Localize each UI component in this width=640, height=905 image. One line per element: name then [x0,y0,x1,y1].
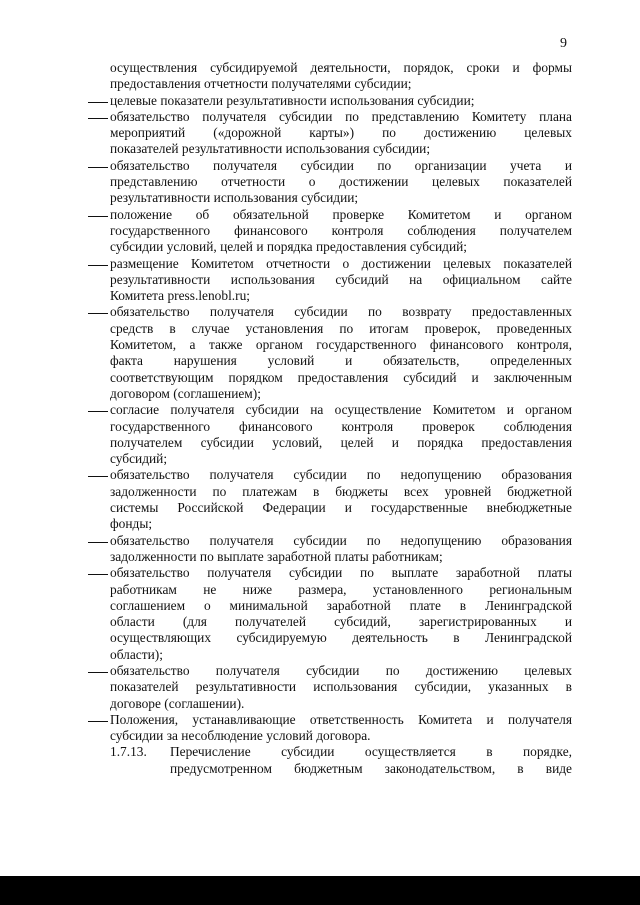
text-line: осуществления субсидируемой деятельности, порядок, сроки и формы [110,60,572,75]
text-line [86,239,572,255]
list-item [86,663,572,712]
text-line [86,386,572,402]
text-line [86,370,572,386]
list-item-text: системы Российской Федерации и государственные внебюджетные [110,500,572,516]
list-item-text: результативности использования субсидий на официальном сайте [110,271,572,287]
text-line [86,353,572,369]
list-item-first-line [86,712,572,728]
text-line [86,190,572,206]
list-item [86,712,572,745]
list-item-text: области); [110,646,163,662]
paragraph-text: Перечисление субсидии осуществляется в порядке, [170,744,572,760]
text-line [86,125,572,141]
list-item-text: государственного финансового контроля проверок соблюдения [110,418,572,434]
list-item [86,565,572,663]
list-item-text: соглашением о минимальной заработной плате в Ленинградской [110,597,572,613]
text-line: предусмотренном бюджетным законодательством, в виде [170,760,572,776]
list-item-text: договором (соглашением); [110,385,261,401]
list-item-text: обязательство получателя субсидии по выплате заработной платы [110,565,572,581]
text-line [86,614,572,630]
list-item-text: осуществляющих субсидируемую деятельность в Ленинградской [110,630,572,646]
list-item-text: размещение Комитетом отчетности о достижении целевых показателей [110,255,572,271]
list-item-text: мероприятий («дорожной карты») по достижению целевых [110,125,572,141]
list-item-text: Положения, устанавливающие ответственность Комитета и получателя [110,711,572,727]
list-item [86,304,572,402]
text-line [86,272,572,288]
list-item-first-line [86,565,572,581]
list-item-text: обязательство получателя субсидии по возврату предоставленных [110,304,572,320]
list-item-text: обязательство получателя субсидии по недопущению образования [110,532,572,548]
list-item-first-line [86,663,572,679]
list-item-text: средств в случае установления по итогам проверок, проведенных [110,320,572,336]
list-item-first-line [86,533,572,549]
list-item-text: субсидии за несоблюдение условий договора. [110,728,371,744]
list-item-text: фонды; [110,516,153,532]
text-line [86,679,572,695]
list-item-text: обязательство получателя субсидии по организации учета и [110,157,572,173]
list-item-first-line [86,93,572,109]
list-item-first-line [86,109,572,125]
page-number: 9 [560,36,567,51]
list-item-text: задолженности по выплате заработной платы работникам; [110,548,443,564]
text-line [86,598,572,614]
paragraph-number: 1.7.13. [110,744,147,760]
list-item-text: положение об обязательной проверке Комитетом и органом [110,206,572,222]
text-line [86,223,572,239]
text-line [86,451,572,467]
list-item-text: Комитетом, а также органом государственного финансового контроля, [110,337,572,353]
list-item-text: обязательство получателя субсидии по достижению целевых [110,662,572,678]
list-item [86,467,572,532]
list-item [86,207,572,256]
list-item-text: результативности использования субсидии; [110,190,359,206]
list-item [86,93,572,109]
list-item-text: субсидии условий, целей и порядка предоставления субсидий; [110,239,468,255]
list-item [86,533,572,566]
list-item-first-line [86,256,572,272]
text-line [86,288,572,304]
text-line [86,630,572,646]
list-item-text: соответствующим порядком предоставления субсидий и заключенным [110,369,572,385]
intro-block [86,60,572,93]
list-item [86,158,572,207]
list-item-text: представлению отчетности о достижении целевых показателей [110,174,572,190]
text-line [86,337,572,353]
text-line [86,141,572,157]
paragraph-1-7-13 [86,744,572,777]
text-line [86,500,572,516]
list-item [86,109,572,158]
text-line [86,484,572,500]
list-item-text: договоре (соглашении). [110,695,245,711]
list-item-first-line [86,158,572,174]
list-item-first-line [86,467,572,483]
text-line [86,582,572,598]
text-line [86,435,572,451]
list-item-text: Комитета press.lenobl.ru; [110,288,251,304]
list-item-text: получателем субсидии условий, целей и порядка предоставления [110,434,572,450]
document-body [86,60,572,777]
text-line: предоставления отчетности получателями субсидии; [110,76,412,92]
list-item-text: показателей результативности использования субсидии, указанных в [110,679,572,695]
list-item [86,402,572,467]
list-item-first-line [86,304,572,320]
list-item-text: обязательство получателя субсидии по недопущению образования [110,467,572,483]
text-line [86,516,572,532]
list-item-text: задолженности по платежам в бюджеты всех уровней бюджетной [110,483,572,499]
text-line [86,728,572,744]
text-line [86,419,572,435]
list-item-text: области (для получателей субсидий, зарегистрированных и [110,614,572,630]
text-line [86,647,572,663]
requirements-list [86,93,572,745]
list-item-text: обязательство получателя субсидии по представлению Комитету плана [110,108,572,124]
text-line [86,744,572,760]
list-item-text: факта нарушения условий и обязательств, определенных [110,353,572,369]
list-item-text: целевые показатели результативности использования субсидии; [110,92,475,108]
list-item-first-line [86,207,572,223]
list-item-text: согласие получателя субсидии на осуществление Комитетом и органом [110,402,572,418]
list-item [86,256,572,305]
list-item-first-line [86,402,572,418]
list-item-text: показателей результативности использования субсидии; [110,141,431,157]
list-item-text: субсидий; [110,451,168,467]
text-line [86,174,572,190]
list-item-text: работникам не ниже размера, установленного региональным [110,581,572,597]
list-item-text: государственного финансового контроля соблюдения получателем [110,222,572,238]
scan-bottom-edge [0,876,640,905]
text-line [86,549,572,565]
text-line [86,321,572,337]
text-line [86,696,572,712]
